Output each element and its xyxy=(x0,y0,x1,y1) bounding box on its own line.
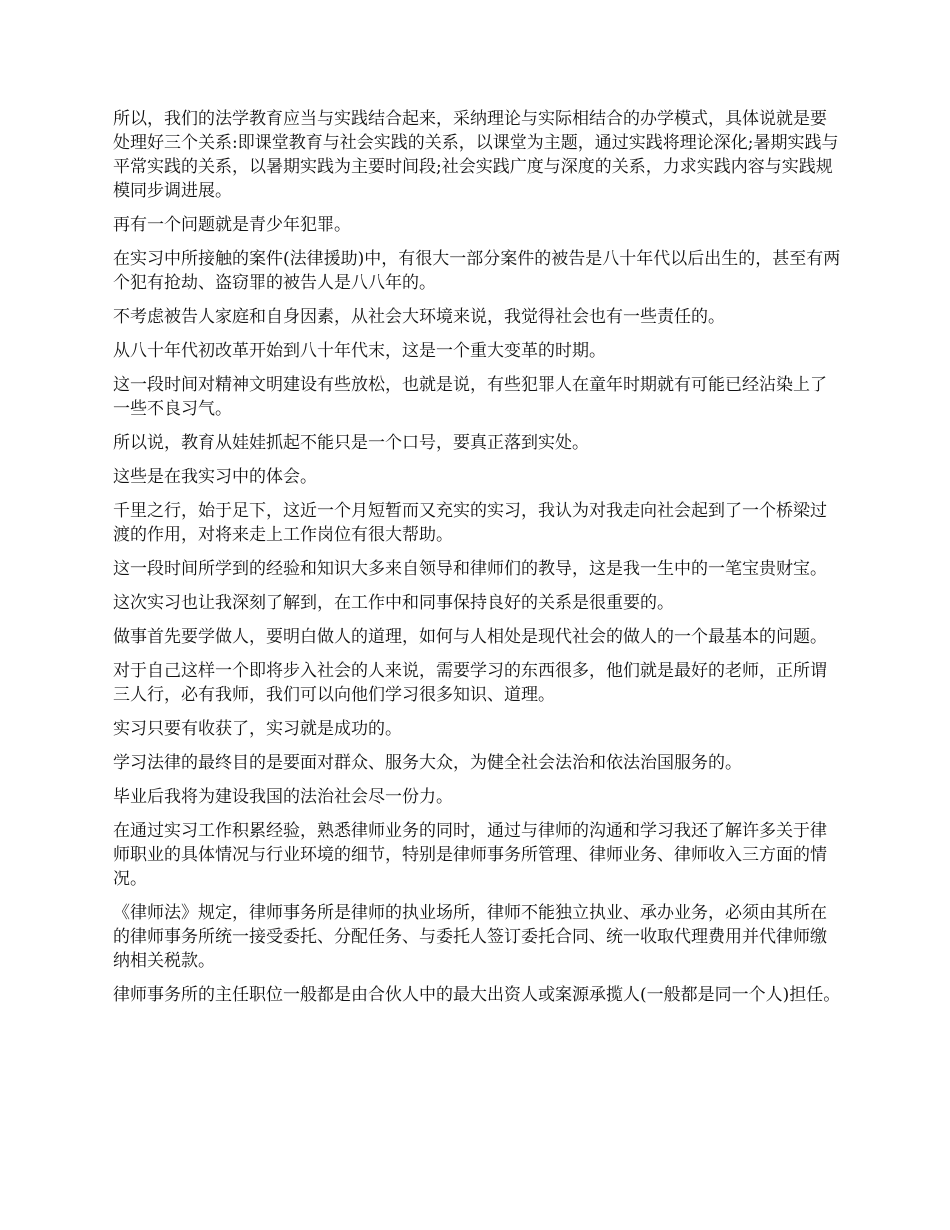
paragraph: 从八十年代初改革开始到八十年代末，这是一个重大变革的时期。 xyxy=(113,341,606,361)
paragraph: 实习只要有收获了，实习就是成功的。 xyxy=(113,719,402,739)
paragraph: 千里之行，始于足下，这近一个月短暂而又充实的实习，我认为对我走向社会起到了一个桥梁过渡的作用，对将来走上工作岗位有很大帮助。 xyxy=(113,501,827,545)
paragraph: 在通过实习工作积累经验，熟悉律师业务的同时，通过与律师的沟通和学习我还了解许多关于律师职业的具体情况与行业环境的细节，特别是律师事务所管理、律师业务、律师收入三方面的情况。 xyxy=(113,821,827,889)
paragraph: 对于自己这样一个即将步入社会的人来说，需要学习的东西很多，他们就是最好的老师，正所谓三人行，必有我师，我们可以向他们学习很多知识、道理。 xyxy=(113,661,827,705)
paragraph: 不考虑被告人家庭和自身因素，从社会大环境来说，我觉得社会也有一些责任的。 xyxy=(113,307,725,327)
paragraph: 所以说，教育从娃娃抓起不能只是一个口号，要真正落到实处。 xyxy=(113,433,589,453)
paragraph: 这次实习也让我深刻了解到，在工作中和同事保持良好的关系是很重要的。 xyxy=(113,593,674,613)
paragraph: 做事首先要学做人，要明白做人的道理，如何与人相处是现代社会的做人的一个最基本的问题。 xyxy=(113,627,827,647)
paragraph: 毕业后我将为建设我国的法治社会尽一份力。 xyxy=(113,787,453,807)
paragraph: 在实习中所接触的案件(法律援助)中，有很大一部分案件的被告是八十年代以后出生的，甚至有两个犯有抢劫、盗窃罪的被告人是八八年的。 xyxy=(113,249,841,293)
paragraph: 这一段时间所学到的经验和知识大多来自领导和律师们的教导，这是我一生中的一笔宝贵财宝。 xyxy=(113,559,827,579)
paragraph: 所以，我们的法学教育应当与实践结合起来，采纳理论与实际相结合的办学模式，具体说就是要处理好三个关系:即课堂教育与社会实践的关系，以课堂为主题，通过实践将理论深化;暑期实践与平常实践的关系，以暑期实践为主要时间段;社会实践广度与深度的关系，力求实践内容与实践规模同步调进展。 xyxy=(113,109,839,201)
paragraph: 这一段时间对精神文明建设有些放松，也就是说，有些犯罪人在童年时期就有可能已经沾染上了一些不良习气。 xyxy=(113,375,827,419)
paragraph: 这些是在我实习中的体会。 xyxy=(113,467,317,487)
paragraph: 律师事务所的主任职位一般都是由合伙人中的最大出资人或案源承揽人(一般都是同一个人)担任。 xyxy=(113,985,841,1005)
paragraph: 学习法律的最终目的是要面对群众、服务大众，为健全社会法治和依法治国服务的。 xyxy=(113,753,742,773)
paragraph: 再有一个问题就是青少年犯罪。 xyxy=(113,215,351,235)
paragraph: 《律师法》规定，律师事务所是律师的执业场所，律师不能独立执业、承办业务，必须由其所在的律师事务所统一接受委托、分配任务、与委托人签订委托合同、统一收取代理费用并代律师缴纳相关税款。 xyxy=(113,903,827,971)
document-page xyxy=(113,107,843,1017)
